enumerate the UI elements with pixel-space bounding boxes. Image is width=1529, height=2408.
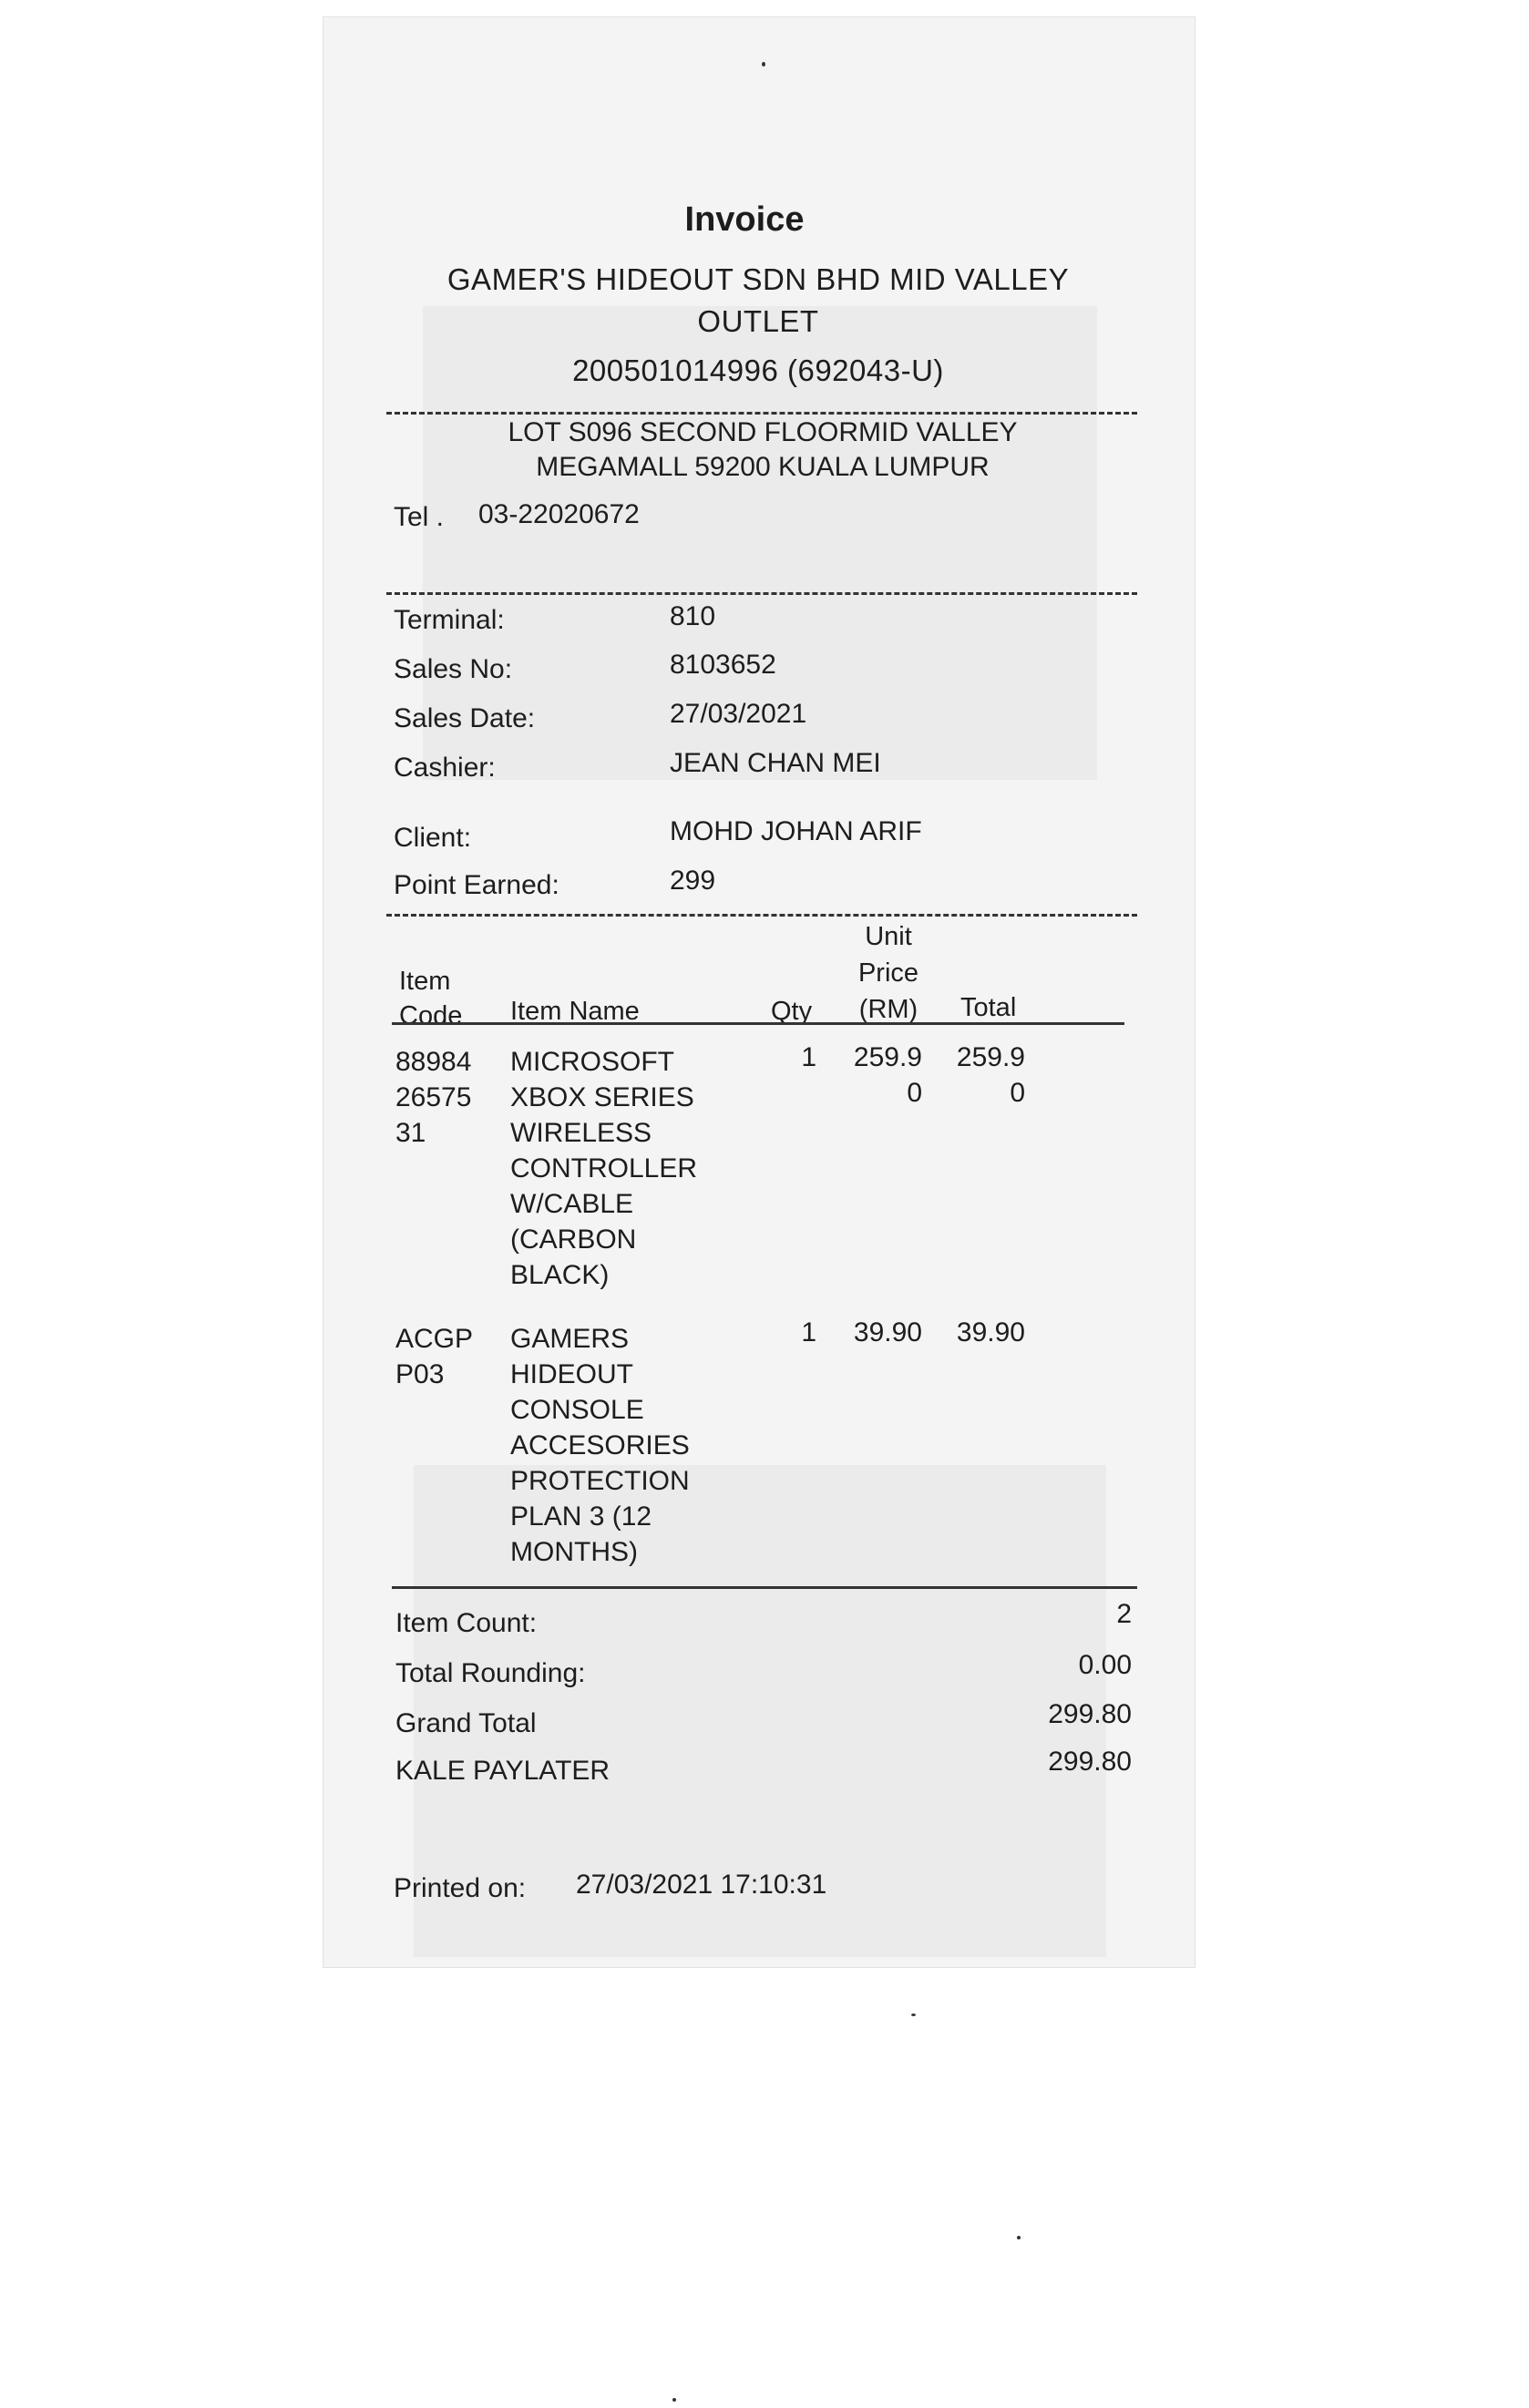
printed-on-label: Printed on: <box>394 1873 527 1903</box>
address-line-1: LOT S096 SECOND FLOORMID VALLEY <box>508 417 1018 447</box>
client-label: Client: <box>394 823 472 853</box>
table-header-underline <box>392 1022 1124 1025</box>
tel-label: Tel . <box>394 502 445 532</box>
col-header-total: Total <box>960 993 1017 1022</box>
col-header-item-name: Item Name <box>510 997 640 1026</box>
item-name: MICROSOFT XBOX SERIES WIRELESS CONTROLLER W/CABLE (CARBON BLACK) <box>510 1047 698 1290</box>
scan-speck <box>1017 2236 1021 2239</box>
terminal-value: 810 <box>670 601 716 631</box>
sales-no-label: Sales No: <box>394 654 513 684</box>
item-code: 88984 26575 31 <box>395 1047 472 1148</box>
item-count-label: Item Count: <box>395 1608 538 1638</box>
item-name: GAMERS HIDEOUT CONSOLE ACCESORIES PROTECTION PLAN 3 (12 MONTHS) <box>510 1324 690 1567</box>
divider <box>386 412 1137 415</box>
col-header-qty: Qty <box>771 997 813 1026</box>
divider <box>386 592 1137 595</box>
company-name: GAMER'S HIDEOUT SDN BHD MID VALLEY <box>446 262 1070 296</box>
payment-method-label: KALE PAYLATER <box>395 1756 611 1786</box>
grand-total-label: Grand Total <box>395 1708 537 1738</box>
total-rounding-value: 0.00 <box>1078 1650 1132 1680</box>
item-count-value: 2 <box>1116 1599 1132 1629</box>
cashier-label: Cashier: <box>394 753 496 783</box>
invoice-title: Invoice <box>684 200 805 239</box>
address-line-2: MEGAMALL 59200 KUALA LUMPUR <box>536 452 990 482</box>
client-value: MOHD JOHAN ARIF <box>670 816 922 846</box>
printed-on-value: 27/03/2021 17:10:31 <box>576 1870 827 1900</box>
scan-speck <box>672 2398 676 2402</box>
divider <box>392 1586 1137 1589</box>
item-total: 39.90 <box>956 1317 1025 1347</box>
item-unit-price: 259.9 0 <box>853 1042 922 1108</box>
item-code: ACGP P03 <box>395 1324 474 1389</box>
terminal-label: Terminal: <box>394 605 505 635</box>
scan-speck <box>762 62 765 67</box>
col-header-item-code: Item Code <box>399 967 463 1030</box>
cashier-value: JEAN CHAN MEI <box>670 748 881 778</box>
item-unit-price: 39.90 <box>853 1317 922 1347</box>
sales-no-value: 8103652 <box>670 650 776 680</box>
registration-number: 200501014996 (692043-U) <box>572 354 944 387</box>
col-header-unit-price: Unit Price (RM) <box>857 922 919 1024</box>
sales-date-label: Sales Date: <box>394 703 536 733</box>
divider <box>386 914 1137 917</box>
payment-amount-value: 299.80 <box>1048 1747 1132 1777</box>
point-earned-value: 299 <box>670 866 716 896</box>
item-total: 259.9 0 <box>956 1042 1025 1108</box>
point-earned-label: Point Earned: <box>394 870 559 900</box>
item-qty: 1 <box>801 1317 816 1347</box>
total-rounding-label: Total Rounding: <box>395 1658 586 1688</box>
scan-speck <box>911 2013 916 2016</box>
company-name-cont: OUTLET <box>697 304 819 338</box>
item-qty: 1 <box>801 1042 816 1072</box>
sales-date-value: 27/03/2021 <box>670 699 807 729</box>
grand-total-value: 299.80 <box>1048 1699 1132 1729</box>
tel-value: 03-22020672 <box>478 499 640 529</box>
